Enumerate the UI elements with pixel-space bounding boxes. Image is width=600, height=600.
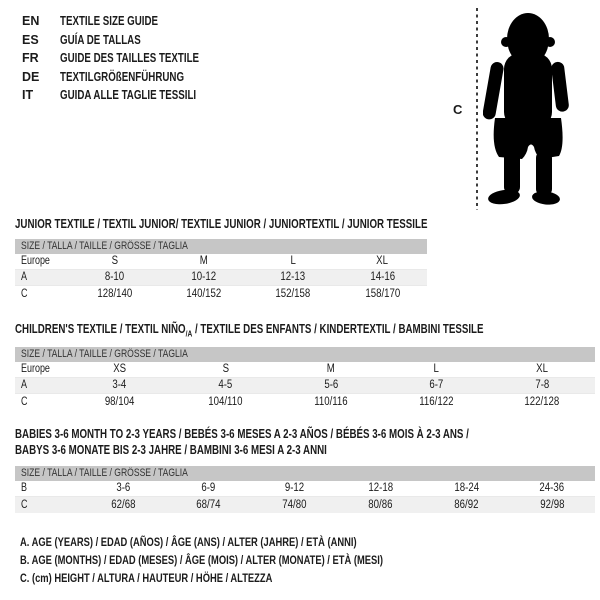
- language-title: GUIDA ALLE TAGLIE TESSILI: [60, 88, 197, 102]
- children-table: [15, 347, 595, 410]
- cell: 80/86: [368, 498, 393, 511]
- cell: 4-5: [218, 379, 233, 391]
- language-row: [22, 68, 238, 87]
- table-row: [15, 394, 595, 410]
- language-title: TEXTILE SIZE GUIDE: [60, 14, 159, 28]
- table-row: [15, 286, 427, 302]
- cell: 92/98: [539, 498, 565, 511]
- row-label: Europe: [21, 255, 50, 267]
- language-title: GUIDE DES TAILLES TEXTILE: [60, 51, 200, 65]
- size-header-bar: SIZE / TALLA / TAILLE / GRÖSSE / TAGLIA: [15, 466, 595, 481]
- table-row: [15, 497, 595, 513]
- cell: 62/68: [110, 498, 135, 511]
- cell: 10-12: [191, 271, 217, 283]
- cell: 86/92: [454, 498, 479, 511]
- cell: 152/158: [275, 287, 311, 300]
- cell: 3-6: [115, 482, 130, 494]
- row-label: C: [21, 498, 28, 511]
- cell: M: [199, 255, 208, 267]
- cell: XS: [113, 363, 127, 375]
- cell: L: [433, 363, 440, 375]
- table-row: [15, 481, 595, 497]
- table-row: [15, 362, 595, 378]
- language-code: IT: [22, 88, 34, 102]
- language-list: [22, 12, 238, 105]
- cell: L: [290, 255, 296, 267]
- language-title: TEXTILGRÖßENFÜHRUNG: [60, 69, 185, 84]
- cell: M: [326, 363, 336, 375]
- junior-table: [15, 239, 427, 302]
- cell: 6-9: [201, 482, 216, 494]
- legend: [20, 533, 485, 588]
- cell: 98/104: [105, 395, 135, 408]
- cell: 18-24: [453, 482, 479, 494]
- cell: 3-4: [112, 379, 127, 391]
- size-header-bar: SIZE / TALLA / TAILLE / GRÖSSE / TAGLIA: [15, 347, 595, 362]
- row-label: A: [21, 379, 27, 391]
- language-row: [22, 49, 238, 68]
- language-code: FR: [22, 51, 39, 65]
- legend-line-c: C. (cm) HEIGHT / ALTURA / HAUTEUR / HÖHE / ALTEZZA: [20, 571, 273, 586]
- cell: S: [111, 255, 118, 267]
- language-code: EN: [22, 14, 40, 28]
- language-title: GUÍA DE TALLAS: [60, 32, 141, 47]
- cell: 128/140: [97, 287, 133, 300]
- cell: 122/128: [524, 395, 560, 408]
- language-row: [22, 31, 238, 50]
- cell: 6-7: [429, 379, 444, 391]
- cell: 14-16: [370, 271, 395, 283]
- cell: 68/74: [196, 498, 221, 511]
- legend-line-a: A. AGE (YEARS) / EDAD (AÑOS) / ÂGE (ANS) / ALTER (JAHRE) / ETÀ (ANNI): [20, 535, 357, 549]
- babies-table: [15, 466, 595, 513]
- cell: 104/110: [208, 395, 243, 408]
- table-row: [15, 378, 595, 394]
- children-table-title: CHILDREN'S TEXTILE / TEXTIL $NIÑO_{/A}$ / TEXTILE DES ENFANTS / KINDERTEXTIL / BAMBINI TESSILE: [15, 322, 484, 339]
- row-label: B: [21, 482, 27, 494]
- cell: 158/170: [364, 287, 400, 300]
- cell: 110/116: [314, 395, 348, 408]
- row-label: C: [21, 287, 28, 300]
- cell: XL: [376, 255, 389, 267]
- cell: 8-10: [104, 271, 125, 283]
- cell: 116/122: [419, 395, 454, 408]
- cell: 7-8: [535, 379, 550, 391]
- cell: 24-36: [539, 482, 565, 494]
- junior-table-title: JUNIOR TEXTILE / TEXTIL JUNIOR/ TEXTILE JUNIOR / JUNIORTEXTIL / JUNIOR TESSILE: [15, 217, 428, 231]
- language-row: [22, 86, 238, 105]
- cell: 74/80: [282, 498, 307, 511]
- title-subscript: /A: [185, 328, 193, 339]
- toddler-silhouette-icon: [483, 6, 596, 210]
- legend-line-b: B. AGE (MONTHS) / EDAD (MESES) / ÂGE (MOIS) / ALTER (MONATE) / ETÀ (MESI): [20, 553, 383, 568]
- language-row: [22, 12, 238, 31]
- cell: S: [222, 363, 229, 375]
- table-row: [15, 270, 427, 286]
- cell: XL: [536, 363, 549, 375]
- height-label: C: [453, 102, 463, 117]
- language-code: DE: [22, 69, 40, 84]
- cell: 12-18: [368, 482, 393, 494]
- table-row: [15, 254, 427, 270]
- size-header-bar: SIZE / TALLA / TAILLE / GRÖSSE / TAGLIA: [15, 239, 427, 254]
- cell: 140/152: [186, 287, 222, 300]
- cell: 9-12: [284, 482, 305, 494]
- cell: 5-6: [324, 379, 338, 391]
- row-label: A: [21, 271, 27, 283]
- row-label: C: [21, 395, 28, 408]
- height-measure-dotted-line: [476, 8, 478, 210]
- cell: 12-13: [280, 271, 306, 283]
- row-label: Europe: [21, 363, 50, 375]
- babies-table-title: BABIES 3-6 MONTH TO 2-3 YEARS / BEBÉS 3-6 MESES A 2-3 AÑOS / BÉBÉS 3-6 MOIS À 2-3 ANS / BABYS 3-6 MONATE BIS 2-3 JAHRE / BAMBINI 3-6 MESI A 2-3 ANNI: [15, 427, 469, 457]
- language-code: ES: [22, 32, 39, 47]
